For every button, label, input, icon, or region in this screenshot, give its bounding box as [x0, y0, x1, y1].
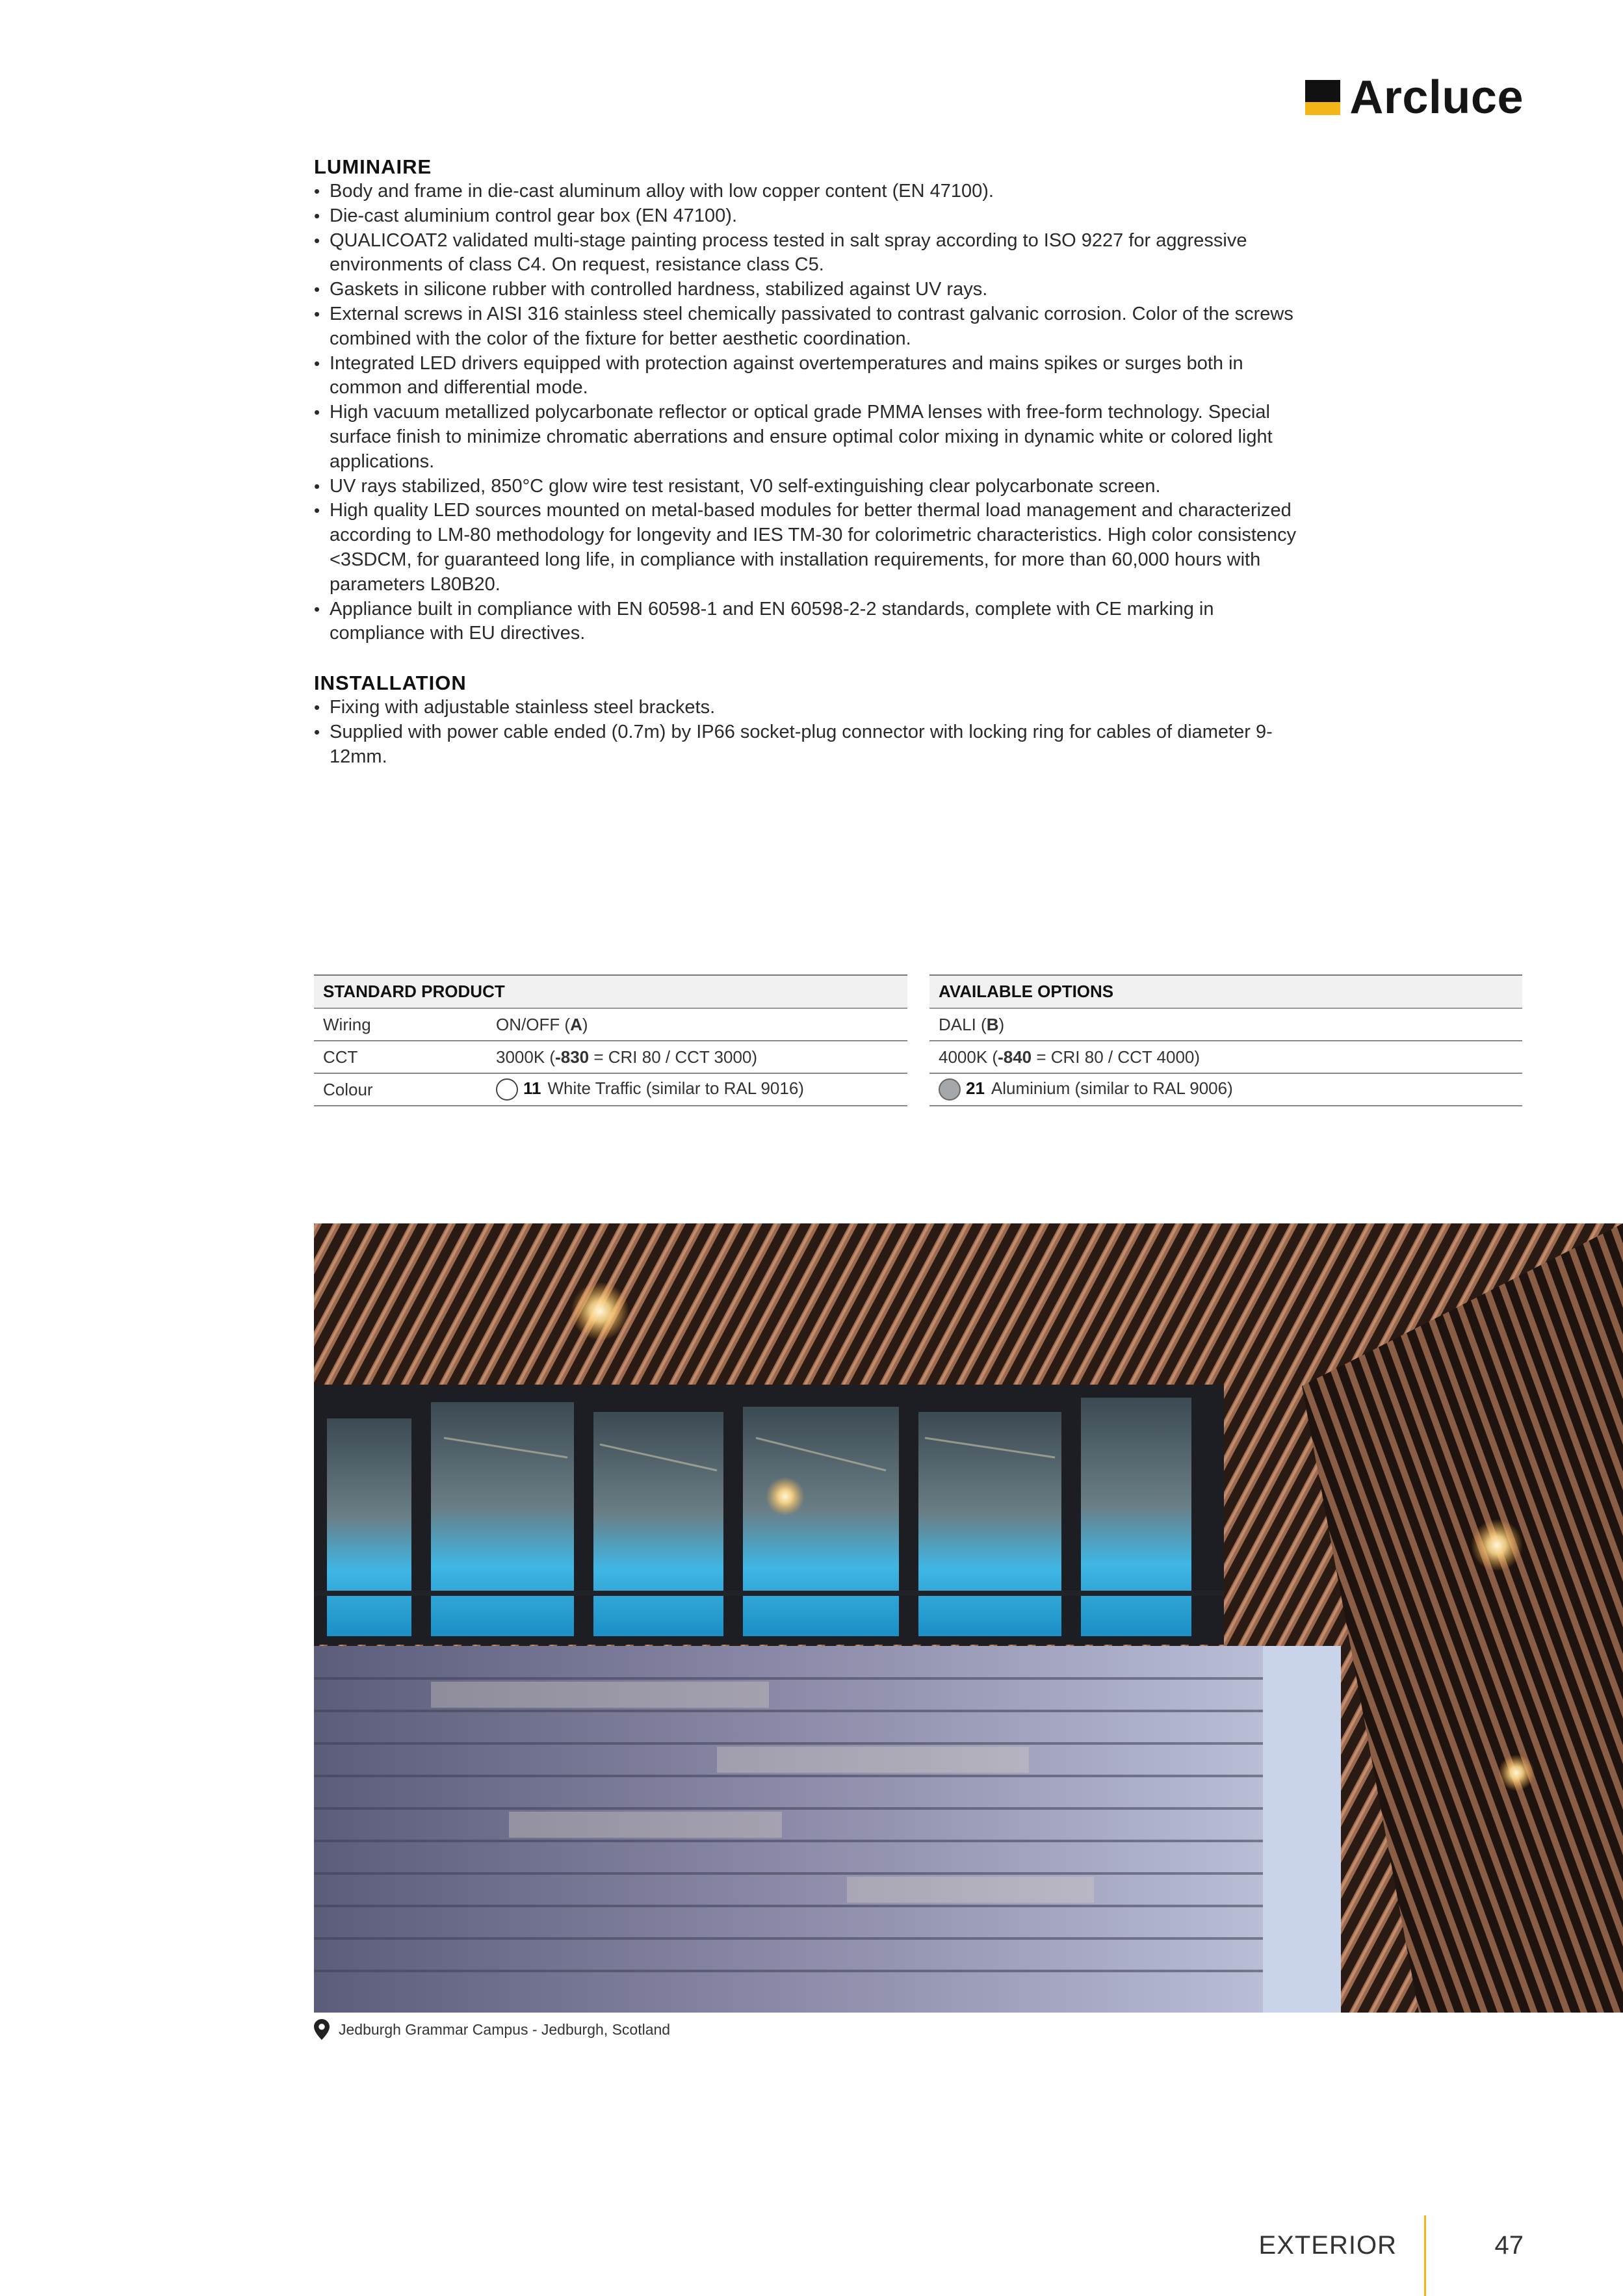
installation-list — [314, 696, 1302, 769]
footer-divider — [1424, 2215, 1426, 2296]
brand-name: Arcluce — [1349, 72, 1524, 124]
row-value: 4000K (-840 = CRI 80 / CCT 4000) — [929, 1041, 1522, 1073]
project-photo — [314, 1223, 1623, 2013]
table-header: STANDARD PRODUCT — [314, 975, 907, 1008]
row-value: 3000K (-830 = CRI 80 / CCT 3000) — [487, 1041, 907, 1073]
brand-mark-accent — [1305, 102, 1340, 115]
page-number: 47 — [1494, 2231, 1524, 2260]
list-item: • Fixing with adjustable stainless steel brackets. — [314, 696, 1302, 720]
list-item: • Gaskets in silicone rubber with controlled hardness, stabilized against UV rays. — [314, 278, 1302, 302]
list-item: • QUALICOAT2 validated multi-stage painting process tested in salt spray according to ISO 9227 for aggressive environments of class C4. On request, resistance class C5. — [314, 229, 1302, 278]
brand-logo — [1305, 72, 1524, 124]
aluminium-swatch-icon — [939, 1078, 961, 1101]
white-swatch-icon — [496, 1078, 518, 1101]
standard-product-table — [314, 974, 907, 1106]
list-item: • UV rays stabilized, 850°C glow wire test resistant, V0 self-extinguishing clear polycarbonate screen. — [314, 475, 1302, 499]
luminaire-title: LUMINAIRE — [314, 155, 432, 178]
specifications — [314, 155, 1302, 770]
table-row — [929, 1008, 1522, 1041]
row-value: 21 Aluminium (similar to RAL 9006) — [929, 1073, 1522, 1106]
luminaire-list — [314, 179, 1302, 646]
list-item: • Die-cast aluminium control gear box (EN 47100). — [314, 204, 1302, 229]
row-value: DALI (B) — [929, 1008, 1522, 1041]
list-item: • Body and frame in die-cast aluminum alloy with low copper content (EN 47100). — [314, 179, 1302, 204]
list-item: • High vacuum metallized polycarbonate reflector or optical grade PMMA lenses with free-form technology. Special surface finish to minimize chromatic aberrations and ensure optimal color mixing in dynamic white or colored light applications. — [314, 400, 1302, 474]
table-row — [314, 1008, 907, 1041]
table-row — [929, 1041, 1522, 1073]
location-pin-icon — [314, 2019, 330, 2040]
footer-section-label: EXTERIOR — [1258, 2231, 1397, 2260]
list-item: • External screws in AISI 316 stainless steel chemically passivated to contrast galvanic corrosion. Color of the screws combined with the color of the fixture for better aesthetic coordination. — [314, 302, 1302, 352]
row-value: 11 White Traffic (similar to RAL 9016) — [487, 1073, 907, 1106]
table-header: AVAILABLE OPTIONS — [929, 975, 1522, 1008]
list-item: • High quality LED sources mounted on metal-based modules for better thermal load management and characterized according to LM-80 methodology for longevity and IES TM-30 for colorimetric characteristics. High color consistency <3SDCM, for guaranteed long life, in compliance with installation requirements, for more than 60,000 hours with parameters L80B20. — [314, 499, 1302, 597]
row-label: CCT — [314, 1041, 487, 1073]
table-row — [314, 1041, 907, 1073]
available-options-table — [929, 974, 1522, 1106]
table-row — [929, 1073, 1522, 1106]
row-label: Wiring — [314, 1008, 487, 1041]
caption-text: Jedburgh Grammar Campus - Jedburgh, Scotland — [339, 2020, 671, 2038]
list-item: • Appliance built in compliance with EN 60598-1 and EN 60598-2-2 standards, complete with CE marking in compliance with EU directives. — [314, 597, 1302, 647]
photo-caption — [314, 2018, 670, 2041]
row-label: Colour — [314, 1073, 487, 1106]
brand-mark-icon — [1305, 80, 1340, 115]
table-row — [314, 1073, 907, 1106]
list-item: • Integrated LED drivers equipped with protection against overtemperatures and mains spikes or surges both in common and differential mode. — [314, 352, 1302, 401]
list-item: • Supplied with power cable ended (0.7m) by IP66 socket-plug connector with locking ring for cables of diameter 9-12mm. — [314, 720, 1302, 770]
installation-title: INSTALLATION — [314, 672, 467, 695]
row-value: ON/OFF (A) — [487, 1008, 907, 1041]
